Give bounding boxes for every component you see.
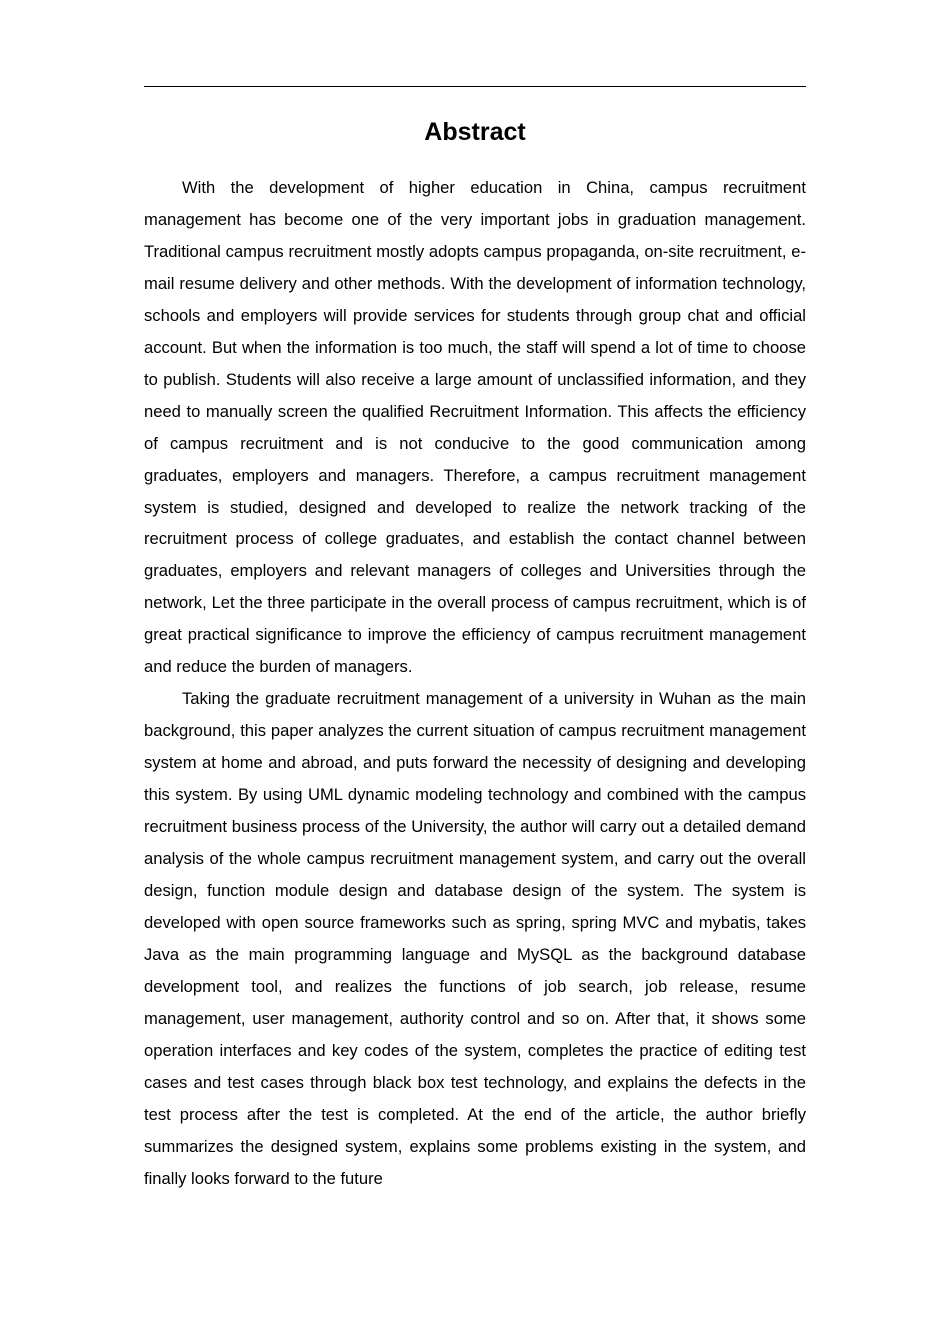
abstract-title: Abstract (424, 118, 526, 146)
header-rule (144, 86, 806, 87)
abstract-paragraph-2: Taking the graduate recruitment management of a university in Wuhan as the main background, this paper analyzes the current situation of campus recruitment management system at home and abroad, and puts forward the necessity of designing and developing this system. By using UML dynamic modeling technology and combined with the campus recruitment business process of the University, the author will carry out a detailed demand analysis of the whole campus recruitment management system, and carry out the overall design, function module design and database design of the system. The system is developed with open source frameworks such as spring, spring MVC and mybatis, takes Java as the main programming language and MySQL as the background database development tool, and realizes the functions of job search, job release, resume management, user management, authority control and so on. After that, it shows some operation interfaces and key codes of the system, completes the practice of editing test cases and test cases through black box test technology, and explains the defects in the test process after the test is completed. At the end of the article, the author briefly summarizes the designed system, explains some problems existing in the system, and finally looks forward to the future (144, 689, 806, 1188)
abstract-body (144, 172, 806, 1191)
abstract-paragraph-1: With the development of higher education in China, campus recruitment management has become one of the very important jobs in graduation management. Traditional campus recruitment mostly adopts campus propaganda, on-site recruitment, e-mail resume delivery and other methods. With the development of information technology, schools and employers will provide services for students through group chat and official account. But when the information is too much, the staff will spend a lot of time to choose to publish. Students will also receive a large amount of unclassified information, and they need to manually screen the qualified Recruitment Information. This affects the efficiency of campus recruitment and is not conducive to the good communication among graduates, employers and managers. Therefore, a campus recruitment management system is studied, designed and developed to realize the network tracking of the recruitment process of college graduates, and establish the contact channel between graduates, employers and relevant managers of colleges and Universities through the network, Let the three participate in the overall process of campus recruitment, which is of great practical significance to improve the efficiency of campus recruitment management and reduce the burden of managers. (144, 178, 806, 677)
